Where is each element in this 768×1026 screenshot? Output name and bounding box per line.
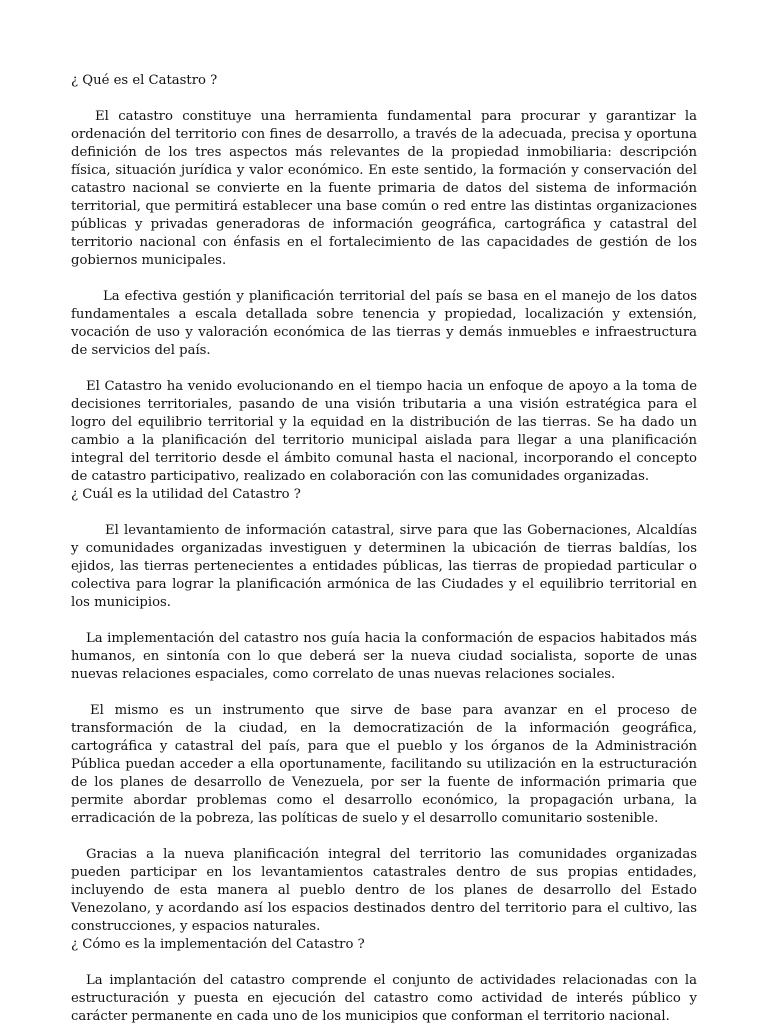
spacer	[71, 684, 697, 702]
spacer	[71, 270, 697, 288]
paragraph-cadastre-definition: El catastro constituye una herramienta fundamental para procurar y garantizar la ordenación del territorio con fines de desarrollo, a través de la adecuada, precisa y oportuna definición de los tres aspectos más relevantes de la propiedad inmobiliaria: descripción física, situación jurídica y valor económico. En este sentido, la formación y conservación del catastro nacional se convierte en la fuente primaria de datos del sistema de información territorial, que permitirá establecer una base común o red entre las distintas organizaciones públicas y privadas generadoras de información geográfica, cartográfica y catastral del territorio nacional con énfasis en el fortalecimiento de las capacidades de gestión de los gobiernos municipales.	[71, 109, 697, 268]
paragraph-cadastre-implantation: La implantación del catastro comprende el conjunto de actividades relacionadas con la estructuración y puesta en ejecución del catastro como actividad de interés público y carácter permanente en cada uno de los municipios que conforman el territorio nacional.	[71, 973, 697, 1024]
spacer	[71, 954, 697, 972]
paragraph-cadastral-survey: El levantamiento de información catastral, sirve para que las Gobernaciones, Alcaldías y comunidades organizadas investiguen y determinen la ubicación de tierras baldías, los ejidos, las tierras pertenecientes a entidades públicas, las tierras de propiedad particular o colectiva para lograr la planificación armónica de las Ciudades y el equilibrio territorial en los municipios.	[71, 523, 697, 610]
section-heading-cadastre-implementation: ¿ Cómo es la implementación del Catastro ?	[71, 937, 365, 952]
spacer	[71, 828, 697, 846]
paragraph-cadastre-instrument: El mismo es un instrumento que sirve de base para avanzar en el proceso de transformación de la ciudad, en la democratización de la información geográfica, cartográfica y catastral del país, para que el pueblo y los órganos de la Administración Pública puedan acceder a ella oportunamente, facilitando su utilización en la estructuración de los planes de desarrollo de Venezuela, por ser la fuente de información primaria que permite abordar problemas como el desarrollo económico, la propagación urbana, la erradicación de la pobreza, las políticas de suelo y el desarrollo comunitario sostenible.	[71, 703, 697, 826]
paragraph-cadastre-implementation-guide: La implementación del catastro nos guía hacia la conformación de espacios habitados más humanos, en sintonía con lo que deberá ser la nueva ciudad socialista, soporte de unas nuevas relaciones espaciales, como correlato de unas nuevas relaciones sociales.	[71, 631, 697, 682]
section-heading-cadastre-utility: ¿ Cuál es la utilidad del Catastro ?	[71, 487, 301, 502]
document-page	[71, 72, 697, 1026]
paragraph-territorial-management: La efectiva gestión y planificación territorial del país se basa en el manejo de los datos fundamentales a escala detallada sobre tenencia y propiedad, localización y extensión, vocación de uso y valoración económica de las tierras y demás inmuebles e infraestructura de servicios del país.	[71, 289, 697, 358]
section-heading-what-is-cadastre: ¿ Qué es el Catastro ?	[71, 73, 218, 88]
spacer	[71, 504, 697, 522]
paragraph-cadastre-evolution: El Catastro ha venido evolucionando en el tiempo hacia un enfoque de apoyo a la toma de decisiones territoriales, pasando de una visión tributaria a una visión estratégica para el logro del equilibrio territorial y la equidad en la distribución de las tierras. Se ha dado un cambio a la planificación del territorio municipal aislada para llegar a una planificación integral del territorio desde el ámbito comunal hasta el nacional, incorporando el concepto de catastro participativo, realizado en colaboración con las comunidades organizadas.	[71, 379, 697, 484]
paragraph-integral-planning: Gracias a la nueva planificación integral del territorio las comunidades organizadas pueden participar en los levantamientos catastrales dentro de sus propias entidades, incluyendo de esta manera al pueblo dentro de los planes de desarrollo del Estado Venezolano, y acordando así los espacios destinados dentro del territorio para el cultivo, las construcciones, y espacios naturales.	[71, 847, 697, 934]
spacer	[71, 90, 697, 108]
spacer	[71, 360, 697, 378]
spacer	[71, 612, 697, 630]
